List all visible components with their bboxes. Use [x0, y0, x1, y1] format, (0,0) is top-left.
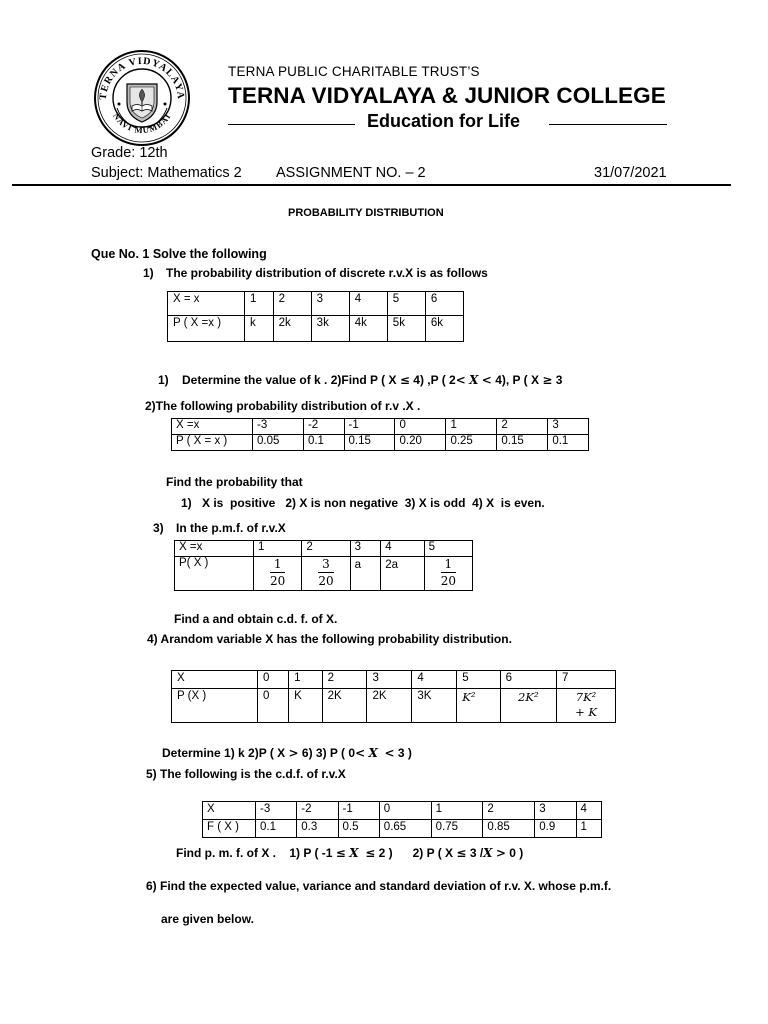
part4-determine: [162, 746, 412, 760]
table-row: [172, 689, 616, 723]
part2-statement: 2)The following probability distribution of r.v .X .: [145, 399, 421, 413]
part6-line1: 6) Find the expected value, variance and standard deviation of r.v. X. whose p.m.f.: [146, 879, 612, 893]
gt-symbol: >: [288, 746, 299, 760]
le-symbol: ≤: [399, 373, 410, 387]
table-cell: 4: [412, 671, 457, 689]
table-cell: 2: [273, 292, 311, 316]
le-symbol: ≤: [365, 846, 376, 860]
table-cell: 6: [500, 671, 556, 689]
lt-symbol: <: [481, 373, 492, 387]
part2-distribution-table: [171, 418, 589, 451]
trust-name: TERNA PUBLIC CHARITABLE TRUST’S: [228, 64, 480, 79]
part5-find-a: Find p. m. f. of X . 1) P ( -1: [176, 846, 333, 860]
table-cell: 4: [576, 802, 602, 820]
table-cell: 0.1: [256, 820, 297, 838]
table-cell: [557, 689, 616, 723]
table-cell: 0.1: [548, 435, 589, 451]
table-row: [168, 316, 464, 342]
part1-statement: The probability distribution of discrete r.v.X is as follows: [166, 266, 488, 280]
part5-find: [176, 846, 523, 860]
table-cell: 0.3: [297, 820, 338, 838]
table-cell: 0.15: [497, 435, 548, 451]
table-row: [172, 419, 589, 435]
header-divider: [12, 184, 731, 186]
table-cell: 2K²: [500, 689, 556, 723]
table-cell: 1: [254, 541, 302, 557]
variable-x: X: [368, 746, 378, 760]
part3-statement: In the p.m.f. of r.v.X: [176, 521, 286, 535]
table-cell: P ( X = x ): [172, 435, 253, 451]
table-cell: P( X ): [175, 557, 254, 591]
table-cell: 2: [483, 802, 535, 820]
table-cell: 2k: [273, 316, 311, 342]
table-cell: 0.15: [344, 435, 395, 451]
table-cell: 2K: [322, 689, 367, 723]
lt-symbol: <: [455, 373, 466, 387]
table-cell: X: [172, 671, 258, 689]
table-cell: 4: [381, 541, 424, 557]
part1-distribution-table: [167, 291, 464, 342]
table-cell: F ( X ): [203, 820, 256, 838]
table-cell: -2: [297, 802, 338, 820]
table-cell: -3: [253, 419, 304, 435]
table-row: [168, 292, 464, 316]
table-cell: 4k: [349, 316, 387, 342]
table-cell: 0.75: [431, 820, 483, 838]
table-cell: 5: [424, 541, 472, 557]
table-cell: 3: [311, 292, 349, 316]
le-symbol: ≤: [335, 846, 346, 860]
part4-determine-d: 3 ): [397, 746, 412, 760]
table-cell: P ( X =x ): [168, 316, 245, 342]
part1-tasks-text-d: 4), P ( X: [495, 373, 539, 387]
college-name: TERNA VIDYALAYA & JUNIOR COLLEGE: [228, 83, 666, 108]
college-motto: Education for Life: [367, 111, 520, 131]
table-cell: -1: [344, 419, 395, 435]
table-cell: 3: [535, 802, 576, 820]
table-cell: 0: [379, 802, 431, 820]
table-cell: 1: [289, 671, 322, 689]
table-row: [203, 820, 602, 838]
part1-tasks-text-a: Determine the value of k . 2)Find P ( X: [182, 373, 397, 387]
logo-bottom-text: NAVI MUMBAI: [111, 111, 173, 136]
part5-find-c: 2 ) 2) P ( X: [378, 846, 454, 860]
part4-determine-b: 6) 3) P ( 0: [301, 746, 356, 760]
table-cell: 2: [322, 671, 367, 689]
table-cell: 3: [367, 671, 412, 689]
table-cell: 0.85: [483, 820, 535, 838]
motto-rule-left: [228, 124, 355, 125]
fraction: $\frac{1}{20}$: [440, 557, 456, 588]
table-cell: [424, 557, 472, 591]
assignment-date: 31/07/2021: [594, 165, 667, 181]
table-row: [172, 435, 589, 451]
table-cell: X =x: [175, 541, 254, 557]
table-cell: -1: [338, 802, 379, 820]
part2-subparts: X is positive 2) X is non negative 3) X is odd 4) X is even.: [202, 496, 545, 510]
part4-distribution-table: [171, 670, 616, 723]
lt-symbol: <: [384, 746, 395, 760]
part2-subparts-number: 1): [181, 496, 192, 510]
table-cell: 0: [258, 689, 289, 723]
table-cell: 3: [350, 541, 381, 557]
table-cell: 2: [302, 541, 350, 557]
table-cell: 1: [576, 820, 602, 838]
table-cell: 0.20: [395, 435, 446, 451]
table-cell: 0: [258, 671, 289, 689]
assignment-label: ASSIGNMENT NO. – 2: [276, 165, 426, 181]
ge-symbol: ≥: [542, 373, 553, 387]
part4-statement: 4) Arandom variable X has the following probability distribution.: [147, 632, 512, 646]
variable-x: X: [349, 846, 359, 860]
college-logo-seal: [92, 48, 192, 148]
table-cell: 2: [497, 419, 548, 435]
table-cell: 0.1: [303, 435, 344, 451]
table-cell: 0.05: [253, 435, 304, 451]
table-cell: [302, 557, 350, 591]
table-cell: 3K: [412, 689, 457, 723]
le-symbol: ≤: [456, 846, 467, 860]
table-cell: 1: [245, 292, 274, 316]
motto-rule-right: [549, 124, 667, 125]
part5-find-f: 0 ): [509, 846, 524, 860]
table-cell: 1: [431, 802, 483, 820]
table-cell: 5: [457, 671, 500, 689]
lt-symbol: <: [355, 746, 366, 760]
table-cell: -3: [256, 802, 297, 820]
part3-number: 3): [153, 521, 164, 535]
table-cell: X =x: [172, 419, 253, 435]
table-cell: -2: [303, 419, 344, 435]
table-row: [175, 541, 473, 557]
cell-line: 7K²: [575, 690, 597, 704]
table-cell: 2a: [381, 557, 424, 591]
table-cell: 6k: [425, 316, 463, 342]
table-row: [203, 802, 602, 820]
table-cell: P (X ): [172, 689, 258, 723]
part6-line2: are given below.: [161, 912, 254, 926]
table-cell: K: [289, 689, 322, 723]
table-cell: 2K: [367, 689, 412, 723]
gt-symbol: >: [495, 846, 506, 860]
table-cell: 4: [349, 292, 387, 316]
table-cell: 7: [557, 671, 616, 689]
part4-determine-a: Determine 1) k 2)P ( X: [162, 746, 286, 760]
table-cell: 6: [425, 292, 463, 316]
subject-label: Subject: Mathematics 2: [91, 165, 242, 181]
part3-pmf-table: [174, 540, 473, 591]
table-cell: [254, 557, 302, 591]
part5-cdf-table: [202, 801, 602, 838]
part1-number: 1): [143, 266, 154, 280]
document-title: PROBABILITY DISTRIBUTION: [288, 207, 444, 219]
cell-line: + K: [575, 705, 597, 719]
part1-tasks-text-b: 4) ,P ( 2: [413, 373, 456, 387]
table-cell: k: [245, 316, 274, 342]
table-cell: a: [350, 557, 381, 591]
grade-label: Grade: 12th: [91, 145, 168, 161]
table-cell: 0.25: [446, 435, 497, 451]
table-row: [172, 671, 616, 689]
table-cell: 0: [395, 419, 446, 435]
logo-top-text: TERNA VIDYALAYA: [97, 55, 187, 101]
part2-find: Find the probability that: [166, 475, 303, 489]
table-cell: X = x: [168, 292, 245, 316]
table-cell: 0.5: [338, 820, 379, 838]
table-cell: 0.65: [379, 820, 431, 838]
table-cell: 3k: [311, 316, 349, 342]
question-heading: Que No. 1 Solve the following: [91, 247, 267, 261]
table-cell: 1: [446, 419, 497, 435]
table-cell: 0.9: [535, 820, 576, 838]
table-cell: 3: [548, 419, 589, 435]
fraction: $\frac{3}{20}$: [318, 557, 334, 588]
part1-tasks: [158, 373, 562, 387]
part5-find-d: 3 /: [469, 846, 484, 860]
part1-tasks-number: 1): [158, 373, 169, 387]
table-cell: K²: [457, 689, 500, 723]
variable-x: X: [469, 373, 479, 387]
table-cell: 5: [387, 292, 425, 316]
part5-statement: 5) The following is the c.d.f. of r.v.X: [146, 767, 346, 781]
variable-x: X: [483, 846, 493, 860]
part3-find: Find a and obtain c.d. f. of X.: [174, 612, 338, 626]
table-cell: X: [203, 802, 256, 820]
fraction: $\frac{1}{20}$: [270, 557, 286, 588]
table-row: [175, 557, 473, 591]
part1-tasks-text-e: 3: [555, 373, 563, 387]
table-cell: 5k: [387, 316, 425, 342]
